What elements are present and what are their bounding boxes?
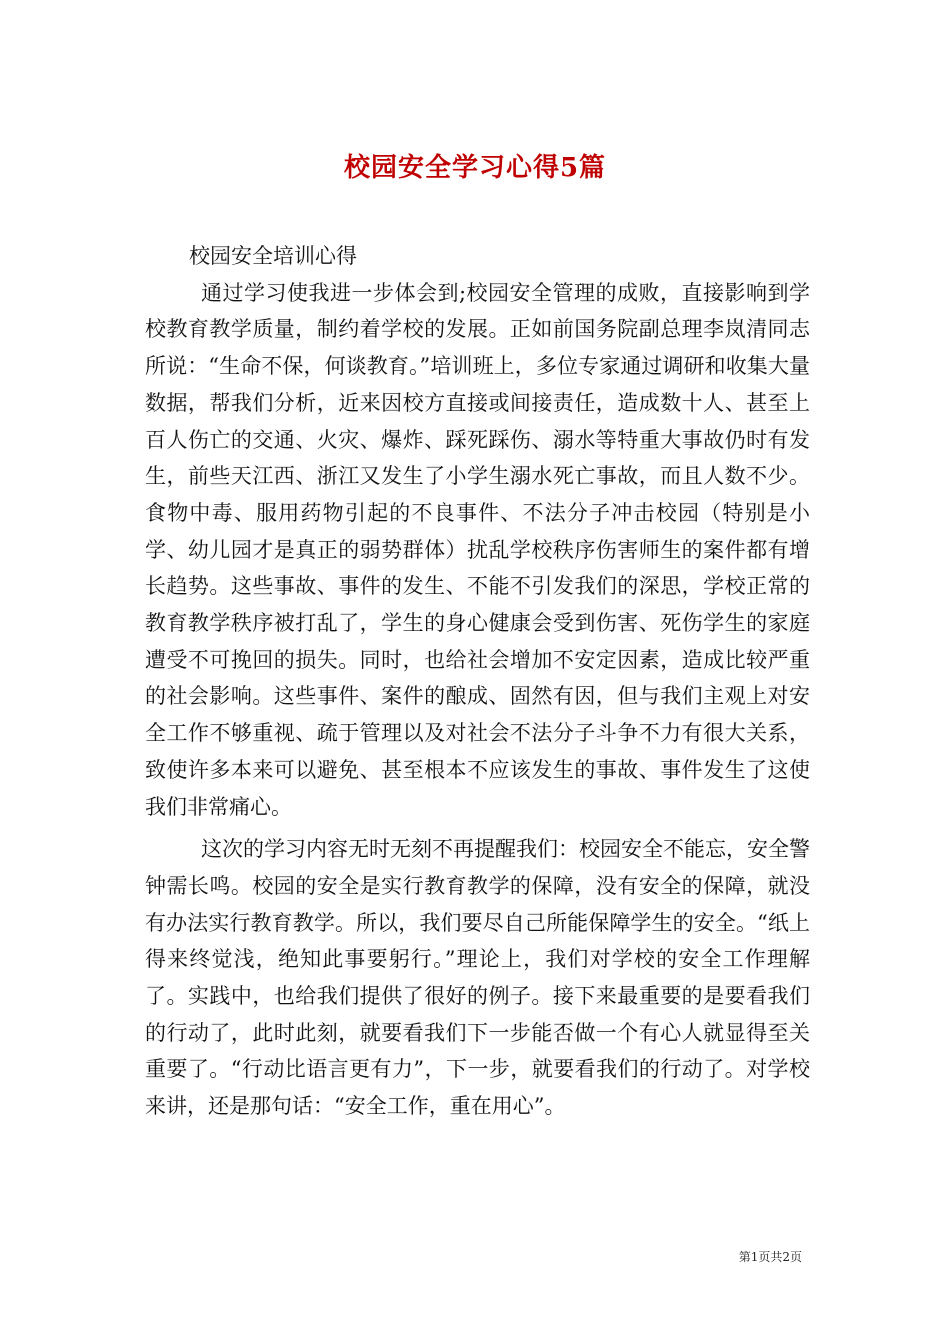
section-heading: 校园安全培训心得 — [189, 244, 357, 268]
document-body — [145, 238, 810, 1125]
document-title: 校园安全学习心得5篇 — [343, 153, 607, 184]
paragraph-2: 这次的学习内容无时无刻不再提醒我们：校园安全不能忘，安全警钟需长鸣。校园的安全是实行教育教学的保障，没有安全的保障，就没有办法实行教育教学。所以，我们要尽自己所能保障学生的安全。“纸上得来终觉浅，绝知此事要躬行。”理论上，我们对学校的安全工作理解了。实践中，也给我们提供了很好的例子。接下来最重要的是要看我们的行动了，此时此刻，就要看我们下一步能否做一个有心人就显得至关重要了。“行动比语言更有力”，下一步，就要看我们的行动了。对学校来讲，还是那句话：“安全工作，重在用心”。 — [145, 837, 810, 1119]
page-number: 第1页共2页 — [738, 1250, 802, 1264]
paragraph-1: 通过学习使我进一步体会到;校园安全管理的成败，直接影响到学校教育教学质量，制约着学校的发展。正如前国务院副总理李岚清同志所说：“生命不保，何谈教育。”培训班上，多位专家通过调研和收集大量数据，帮我们分析，近来因校方直接或间接责任，造成数十人、甚至上百人伤亡的交通、火灾、爆炸、踩死踩伤、溺水等特重大事故仍时有发生，前些天江西、浙江又发生了小学生溺水死亡事故，而且人数不少。食物中毒、服用药物引起的不良事件、不法分子冲击校园（特别是小学、幼儿园才是真正的弱势群体）扰乱学校秩序伤害师生的案件都有增长趋势。这些事故、事件的发生、不能不引发我们的深思，学校正常的教育教学秩序被打乱了，学生的身心健康会受到伤害、死伤学生的家庭遭受不可挽回的损失。同时，也给社会增加不安定因素，造成比较严重的社会影响。这些事件、案件的酿成、固然有因，但与我们主观上对安全工作不够重视、疏于管理以及对社会不法分子斗争不力有很大关系，致使许多本来可以避免、甚至根本不应该发生的事故、事件发生了这使我们非常痛心。 — [145, 280, 810, 819]
